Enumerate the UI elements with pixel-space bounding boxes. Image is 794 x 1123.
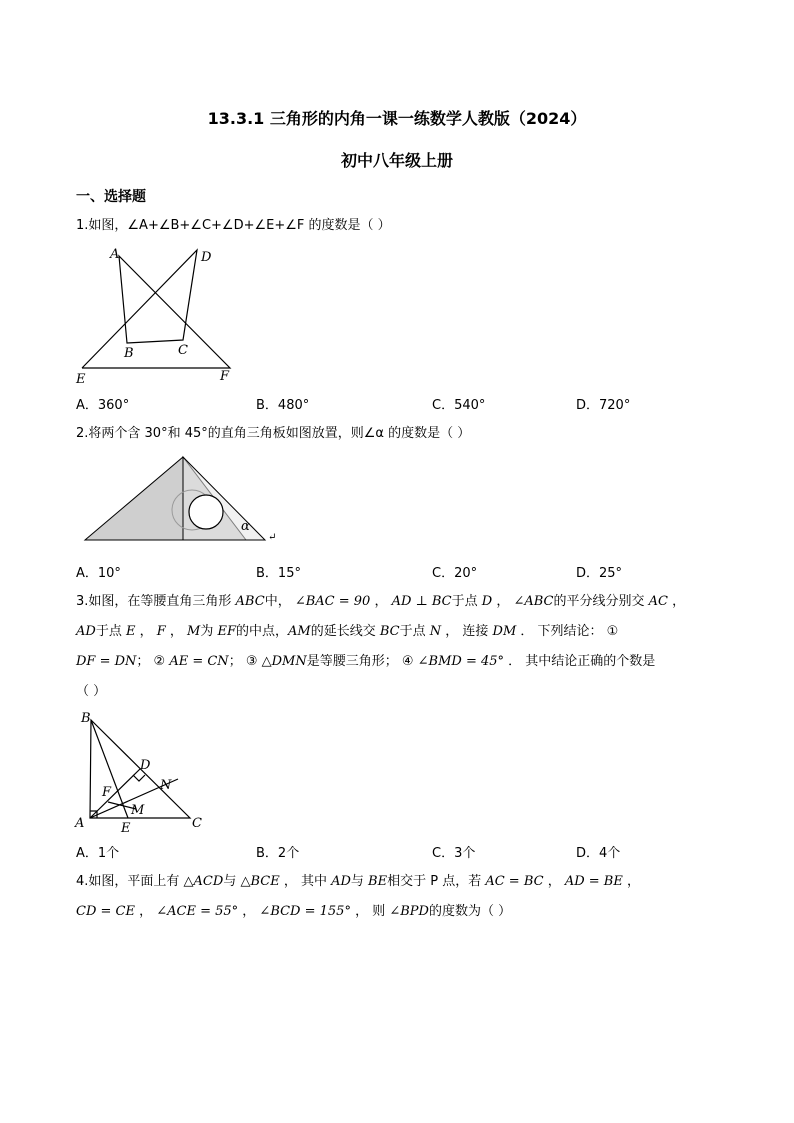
q1-option-a[interactable]: A．360° <box>76 398 130 413</box>
q3-option-d[interactable]: D．4个 <box>576 846 621 861</box>
q3-text: ， <box>135 624 157 639</box>
q3-label-m: M <box>131 803 145 818</box>
q4-line-2 <box>76 902 511 922</box>
q3-label-b: B <box>81 711 91 726</box>
q3-label-d: D <box>140 758 151 773</box>
q3-text: 为 <box>200 624 218 639</box>
section-heading: 一、选择题 <box>76 189 146 205</box>
q3-label-c: C <box>192 816 202 831</box>
q3-option-a[interactable]: A．1个 <box>76 846 120 861</box>
q4-text: 的度数为（ ） <box>428 904 512 919</box>
q3-math: N <box>429 624 442 639</box>
q4-text: 与 <box>223 874 241 889</box>
q1-label-a: A <box>110 247 120 262</box>
q3-text: ， <box>667 594 686 609</box>
q4-math: ∠BCD = 155° <box>259 904 351 919</box>
q3-text: ． 下列结论： ① <box>516 624 619 639</box>
q3-math: DM <box>492 624 517 639</box>
q3-text: ， 连接 <box>441 624 493 639</box>
q3-text: ， <box>492 594 514 609</box>
q3-option-c[interactable]: C．3个 <box>432 846 476 861</box>
q2-option-a[interactable]: A．10° <box>76 566 121 581</box>
q3-label-n: N <box>160 778 172 793</box>
q4-text: 4.如图，平面上有 <box>76 874 184 889</box>
q4-text: 与 <box>350 874 369 889</box>
q3-math: DF = DN <box>76 654 137 669</box>
q3-text: 中， <box>264 594 295 609</box>
q3-text: 的中点， <box>235 624 288 639</box>
q3-text: ． 其中结论正确的个数是 <box>504 654 656 669</box>
q2-alpha-label: α <box>241 519 250 534</box>
q3-option-b[interactable]: B．2个 <box>256 846 300 861</box>
q2-option-b[interactable]: B．15° <box>256 566 301 581</box>
doc-subtitle: 初中八年级上册 <box>340 151 453 170</box>
q3-text: ， <box>165 624 188 639</box>
q3-math: AC <box>648 594 668 609</box>
q1-label-f: F <box>220 369 230 384</box>
q1-label-d: D <box>201 250 212 265</box>
q3-text: 于点 <box>399 624 430 639</box>
q3-text: ； ③ <box>228 654 262 669</box>
q4-math: ∠BPD <box>389 904 429 919</box>
q3-label-a: A <box>75 816 85 831</box>
q3-math: AD ⊥ BC <box>391 594 452 609</box>
q2-figure <box>80 454 280 546</box>
q3-line-4: （ ） <box>76 684 107 699</box>
q3-math: AM <box>288 624 311 639</box>
q1-label-b: B <box>124 346 134 361</box>
q4-math: AD = BE <box>564 874 623 889</box>
q3-text: 的延长线交 <box>310 624 380 639</box>
q1-figure <box>74 246 244 386</box>
q1-option-d[interactable]: D．720° <box>576 398 631 413</box>
q3-line-2 <box>76 622 618 642</box>
q3-text: 的平分线分别交 <box>553 594 649 609</box>
q3-math: M <box>187 624 201 639</box>
q3-text: 于点 <box>95 624 126 639</box>
q3-line-1 <box>76 592 685 612</box>
q3-math: AE = CN <box>169 654 229 669</box>
q4-text: ， <box>543 874 565 889</box>
q1-options <box>76 394 716 414</box>
q3-math: ∠BAC = 90 <box>294 594 371 609</box>
q1-option-c[interactable]: C．540° <box>432 398 486 413</box>
q3-label-e: E <box>121 821 131 836</box>
q3-figure <box>74 706 214 834</box>
q3-math: E <box>125 624 136 639</box>
q4-math: ∠ACE = 55° <box>156 904 239 919</box>
doc-title: 13.3.1 三角形的内角一课一练数学人教版（2024） <box>207 109 587 128</box>
q1-text: 1.如图，∠A+∠B+∠C+∠D+∠E+∠F 的度数是（ ） <box>76 218 391 233</box>
q3-math: △DMN <box>261 654 307 669</box>
q3-math: EF <box>217 624 236 639</box>
q4-text: ， 则 <box>350 904 390 919</box>
q3-math: F <box>156 624 166 639</box>
q2-options <box>76 562 716 582</box>
q4-text: ， <box>238 904 260 919</box>
q4-math: AD <box>331 874 351 889</box>
q3-text: ； ② <box>136 654 170 669</box>
q4-math: BE <box>368 874 388 889</box>
q2-option-d[interactable]: D．25° <box>576 566 623 581</box>
q3-text: ， <box>370 594 392 609</box>
q3-math: BC <box>379 624 400 639</box>
q4-math: △ACD <box>183 874 224 889</box>
q3-text: 于点 <box>451 594 482 609</box>
q4-line-1 <box>76 872 640 892</box>
q1-label-e: E <box>76 372 86 387</box>
q3-math: AD <box>76 624 96 639</box>
q2-text: 2.将两个含 30°和 45°的直角三角板如图放置，则∠α 的度数是（ ） <box>76 426 471 441</box>
q3-text: 3.如图，在等腰直角三角形 <box>76 594 236 609</box>
q2-return-mark: ↵ <box>268 532 277 543</box>
q2-option-c[interactable]: C．20° <box>432 566 478 581</box>
q3-math: D <box>481 594 493 609</box>
q4-text: ， <box>622 874 640 889</box>
q3-math: ABC <box>235 594 265 609</box>
q3-math: ∠ABC <box>513 594 554 609</box>
q3-math: ∠BMD = 45° <box>417 654 505 669</box>
q4-math: AC = BC <box>485 874 544 889</box>
q4-text: ， 其中 <box>279 874 332 889</box>
q3-label-f: F <box>102 785 112 800</box>
q4-math: CD = CE <box>76 904 135 919</box>
q4-text: ， <box>134 904 157 919</box>
q1-option-b[interactable]: B．480° <box>256 398 310 413</box>
q4-text: 相交于 P 点，若 <box>387 874 486 889</box>
q1-label-c: C <box>178 343 188 358</box>
q3-text: 是等腰三角形； ④ <box>306 654 418 669</box>
q3-options <box>76 842 716 862</box>
q4-math: △BCE <box>240 874 280 889</box>
q3-line-3 <box>76 652 655 672</box>
